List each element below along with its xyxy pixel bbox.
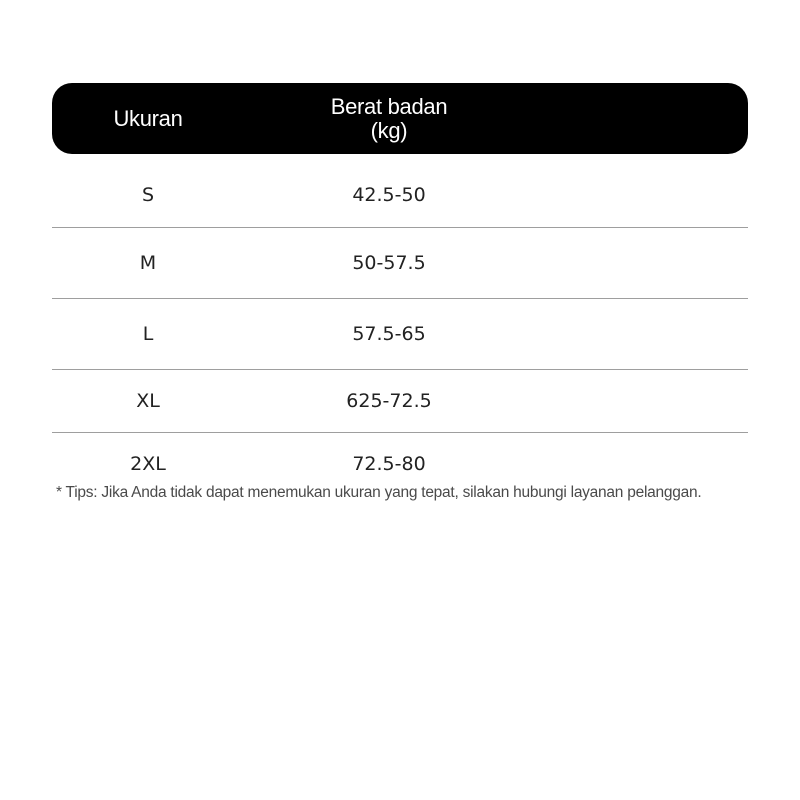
weight-cell: 50-57.5	[352, 252, 426, 274]
weight-cell: 57.5-65	[352, 323, 426, 345]
weight-cell: 625-72.5	[346, 390, 432, 412]
table-row	[52, 370, 748, 432]
header-weight	[286, 83, 492, 154]
size-cell: 2XL	[130, 453, 166, 475]
table-row	[52, 160, 748, 230]
header-weight-label: Berat badan (kg)	[330, 93, 448, 143]
weight-cell: 42.5-50	[352, 184, 426, 206]
size-cell: XL	[136, 390, 160, 412]
tip-note: * Tips: Jika Anda tidak dapat menemukan ukuran yang tepat, silakan hubungi layanan pelanggan.	[56, 484, 702, 501]
table-row	[52, 299, 748, 369]
header-size: Ukuran	[113, 105, 183, 131]
table-header	[52, 83, 748, 154]
weight-cell: 72.5-80	[352, 453, 426, 475]
size-cell: S	[141, 184, 155, 206]
size-cell: L	[142, 323, 154, 345]
table-row	[52, 228, 748, 298]
size-cell: M	[139, 252, 157, 274]
